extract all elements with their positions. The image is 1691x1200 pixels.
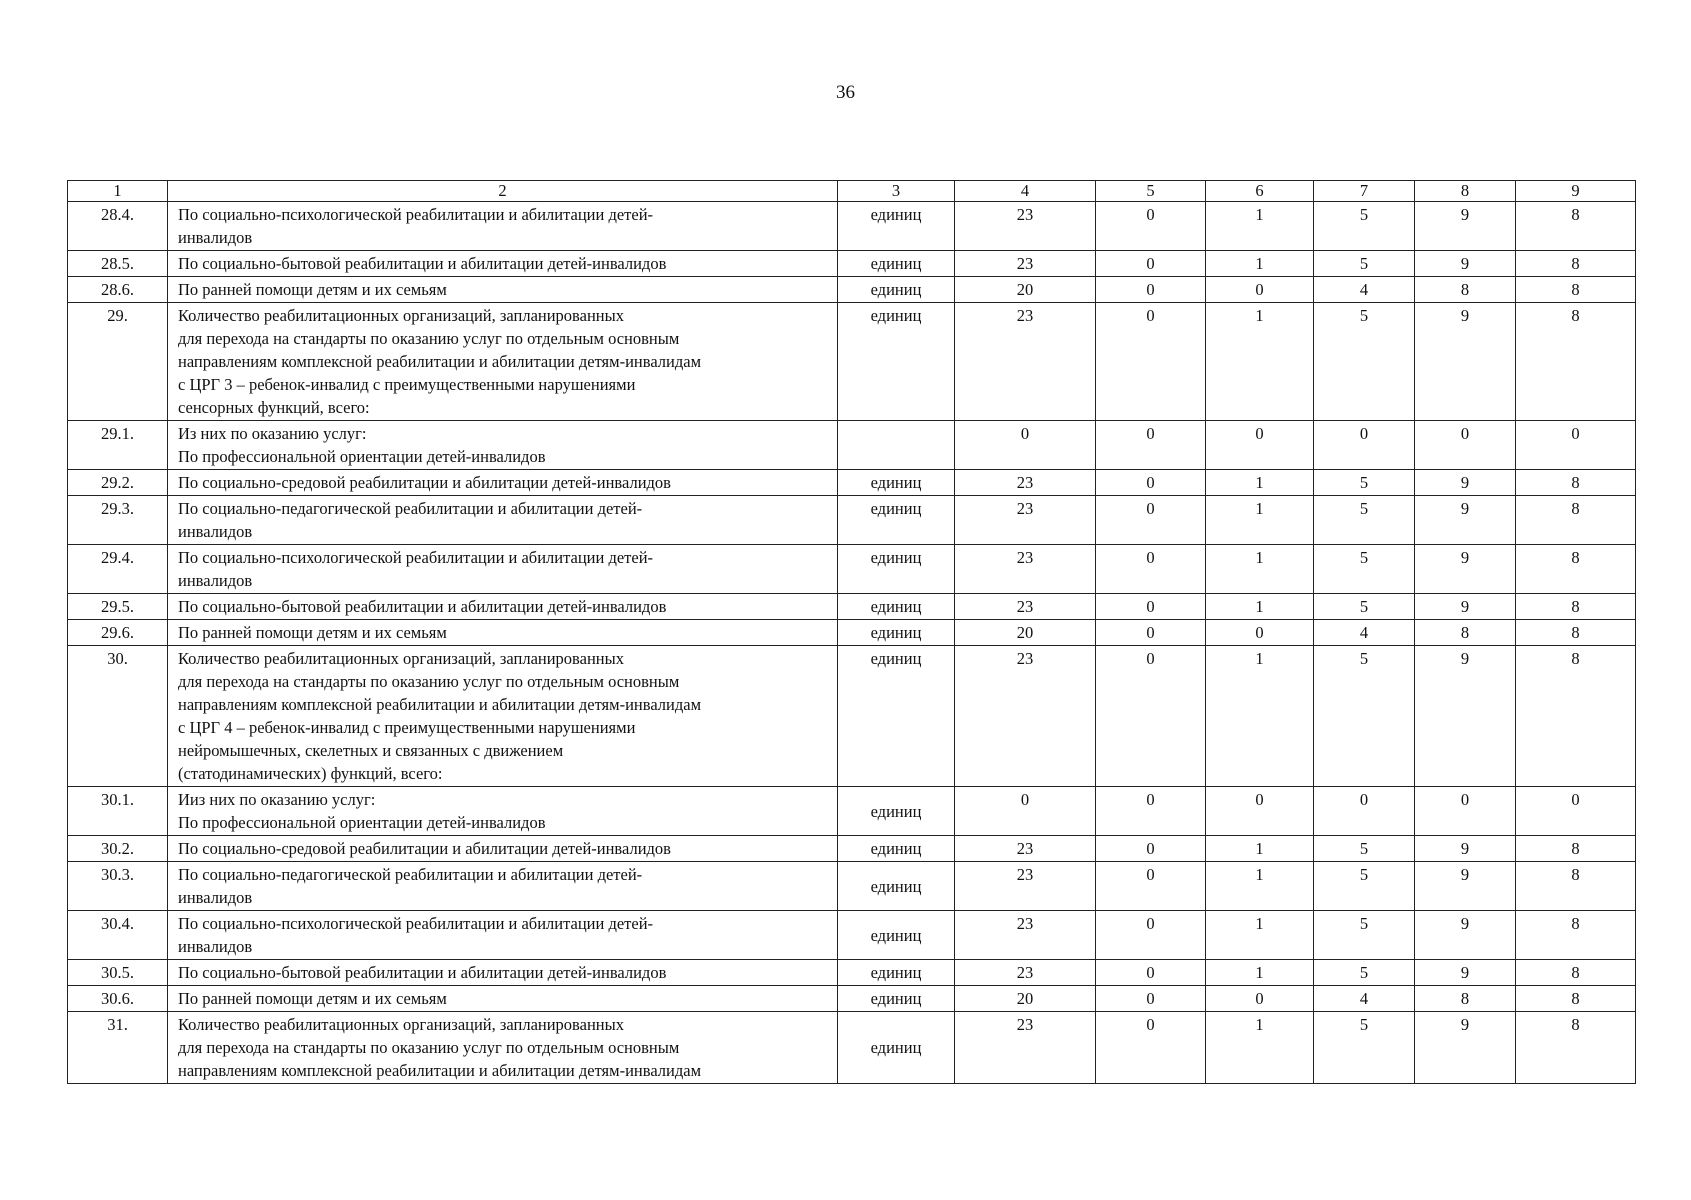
description-line: По социально-средовой реабилитации и абилитации детей-инвалидов <box>178 473 671 492</box>
table-row <box>68 421 1636 470</box>
unit-of-measure: единиц <box>838 496 955 545</box>
description-line: для перехода на стандарты по оказанию услуг по отдельным основным <box>178 1038 680 1057</box>
unit-of-measure: единиц <box>838 303 955 421</box>
description-line: По ранней помощи детям и их семьям <box>178 623 447 642</box>
value-cell: 1 <box>1206 496 1314 545</box>
row-number: 30.6. <box>68 986 168 1012</box>
value-cell: 0 <box>1415 787 1516 836</box>
description-line: По социально-педагогической реабилитации и абилитации детей- <box>178 865 643 884</box>
description-line: для перехода на стандарты по оказанию услуг по отдельным основным <box>178 329 680 348</box>
description-line: Ииз них по оказанию услуг: <box>178 790 376 809</box>
unit-of-measure: единиц <box>838 470 955 496</box>
page-number: 36 <box>836 82 855 103</box>
value-cell: 8 <box>1516 836 1636 862</box>
value-cell: 1 <box>1206 202 1314 251</box>
column-number: 6 <box>1206 181 1314 202</box>
indicator-description <box>168 986 838 1012</box>
row-number: 29. <box>68 303 168 421</box>
value-cell: 8 <box>1516 594 1636 620</box>
table-row <box>68 277 1636 303</box>
table-row <box>68 787 1636 836</box>
unit-of-measure: единиц <box>838 1012 955 1084</box>
description-line: инвалидов <box>178 888 253 907</box>
value-cell: 0 <box>1516 421 1636 470</box>
description-line: По социально-психологической реабилитации и абилитации детей- <box>178 205 654 224</box>
unit-of-measure: единиц <box>838 986 955 1012</box>
value-cell: 23 <box>955 836 1096 862</box>
unit-of-measure: единиц <box>838 620 955 646</box>
value-cell: 8 <box>1415 620 1516 646</box>
value-cell: 5 <box>1314 202 1415 251</box>
description-line: инвалидов <box>178 937 253 956</box>
value-cell: 0 <box>955 421 1096 470</box>
description-line: направлениям комплексной реабилитации и абилитации детям-инвалидам <box>178 352 702 371</box>
value-cell: 0 <box>1096 911 1206 960</box>
unit-of-measure: единиц <box>838 787 955 836</box>
value-cell: 0 <box>1096 787 1206 836</box>
value-cell: 20 <box>955 986 1096 1012</box>
value-cell: 9 <box>1415 960 1516 986</box>
row-number: 30.1. <box>68 787 168 836</box>
value-cell: 8 <box>1516 986 1636 1012</box>
description-line: Количество реабилитационных организаций, запланированных <box>178 1015 624 1034</box>
indicator-description <box>168 911 838 960</box>
description-line: По социально-педагогической реабилитации и абилитации детей- <box>178 499 643 518</box>
value-cell: 0 <box>955 787 1096 836</box>
value-cell: 0 <box>1314 421 1415 470</box>
table-row <box>68 202 1636 251</box>
description-line: По социально-средовой реабилитации и абилитации детей-инвалидов <box>178 839 671 858</box>
value-cell: 9 <box>1415 470 1516 496</box>
value-cell: 0 <box>1206 986 1314 1012</box>
value-cell: 0 <box>1096 545 1206 594</box>
column-number: 7 <box>1314 181 1415 202</box>
value-cell: 4 <box>1314 277 1415 303</box>
table-row <box>68 960 1636 986</box>
value-cell: 0 <box>1096 303 1206 421</box>
value-cell: 23 <box>955 496 1096 545</box>
value-cell: 0 <box>1096 421 1206 470</box>
value-cell: 9 <box>1415 836 1516 862</box>
row-number: 29.4. <box>68 545 168 594</box>
value-cell: 8 <box>1516 620 1636 646</box>
unit-of-measure <box>838 421 955 470</box>
row-number: 29.2. <box>68 470 168 496</box>
column-number: 8 <box>1415 181 1516 202</box>
value-cell: 8 <box>1415 277 1516 303</box>
table-row <box>68 620 1636 646</box>
value-cell: 9 <box>1415 911 1516 960</box>
unit-of-measure: единиц <box>838 836 955 862</box>
value-cell: 23 <box>955 202 1096 251</box>
value-cell: 23 <box>955 1012 1096 1084</box>
value-cell: 0 <box>1096 470 1206 496</box>
value-cell: 23 <box>955 545 1096 594</box>
value-cell: 5 <box>1314 862 1415 911</box>
table-body <box>68 181 1636 1084</box>
table-row <box>68 251 1636 277</box>
indicator-description <box>168 862 838 911</box>
value-cell: 23 <box>955 911 1096 960</box>
description-line: Количество реабилитационных организаций, запланированных <box>178 649 624 668</box>
value-cell: 5 <box>1314 646 1415 787</box>
value-cell: 9 <box>1415 251 1516 277</box>
column-number: 2 <box>168 181 838 202</box>
row-number: 28.5. <box>68 251 168 277</box>
value-cell: 1 <box>1206 1012 1314 1084</box>
description-line: для перехода на стандарты по оказанию услуг по отдельным основным <box>178 672 680 691</box>
description-line: инвалидов <box>178 571 253 590</box>
value-cell: 5 <box>1314 470 1415 496</box>
value-cell: 5 <box>1314 594 1415 620</box>
unit-of-measure: единиц <box>838 277 955 303</box>
value-cell: 4 <box>1314 986 1415 1012</box>
row-number: 30.3. <box>68 862 168 911</box>
row-number: 29.1. <box>68 421 168 470</box>
value-cell: 23 <box>955 646 1096 787</box>
indicator-description <box>168 594 838 620</box>
description-line: По профессиональной ориентации детей-инвалидов <box>178 447 546 466</box>
value-cell: 1 <box>1206 960 1314 986</box>
unit-of-measure: единиц <box>838 960 955 986</box>
indicator-description <box>168 787 838 836</box>
indicator-description <box>168 202 838 251</box>
value-cell: 5 <box>1314 960 1415 986</box>
value-cell: 1 <box>1206 646 1314 787</box>
indicator-description <box>168 960 838 986</box>
indicator-description <box>168 277 838 303</box>
value-cell: 5 <box>1314 1012 1415 1084</box>
value-cell: 0 <box>1314 787 1415 836</box>
column-number: 5 <box>1096 181 1206 202</box>
column-number: 3 <box>838 181 955 202</box>
indicator-description <box>168 470 838 496</box>
description-line: с ЦРГ 4 – ребенок-инвалид с преимущественными нарушениями <box>178 718 636 737</box>
indicator-description <box>168 1012 838 1084</box>
row-number: 28.6. <box>68 277 168 303</box>
value-cell: 20 <box>955 277 1096 303</box>
description-line: направлениям комплексной реабилитации и абилитации детям-инвалидам <box>178 1061 702 1080</box>
value-cell: 1 <box>1206 594 1314 620</box>
description-line: По социально-бытовой реабилитации и абилитации детей-инвалидов <box>178 254 667 273</box>
description-line: По социально-психологической реабилитации и абилитации детей- <box>178 548 654 567</box>
row-number: 30.4. <box>68 911 168 960</box>
description-line: инвалидов <box>178 228 253 247</box>
value-cell: 0 <box>1096 960 1206 986</box>
value-cell: 8 <box>1415 986 1516 1012</box>
value-cell: 0 <box>1206 620 1314 646</box>
row-number: 29.6. <box>68 620 168 646</box>
indicator-description <box>168 496 838 545</box>
value-cell: 8 <box>1516 202 1636 251</box>
unit-of-measure: единиц <box>838 862 955 911</box>
table-row <box>68 646 1636 787</box>
description-line: По профессиональной ориентации детей-инвалидов <box>178 813 546 832</box>
value-cell: 8 <box>1516 303 1636 421</box>
value-cell: 0 <box>1415 421 1516 470</box>
table-row <box>68 986 1636 1012</box>
value-cell: 0 <box>1206 277 1314 303</box>
column-number: 4 <box>955 181 1096 202</box>
value-cell: 23 <box>955 251 1096 277</box>
value-cell: 1 <box>1206 251 1314 277</box>
value-cell: 23 <box>955 594 1096 620</box>
indicator-table <box>67 180 1636 1084</box>
value-cell: 23 <box>955 862 1096 911</box>
value-cell: 5 <box>1314 251 1415 277</box>
value-cell: 1 <box>1206 545 1314 594</box>
description-line: По социально-бытовой реабилитации и абилитации детей-инвалидов <box>178 963 667 982</box>
indicator-description <box>168 421 838 470</box>
value-cell: 9 <box>1415 1012 1516 1084</box>
value-cell: 0 <box>1096 202 1206 251</box>
value-cell: 5 <box>1314 496 1415 545</box>
column-number: 1 <box>68 181 168 202</box>
value-cell: 9 <box>1415 496 1516 545</box>
column-number-row <box>68 181 1636 202</box>
description-line: По социально-бытовой реабилитации и абилитации детей-инвалидов <box>178 597 667 616</box>
value-cell: 8 <box>1516 911 1636 960</box>
description-line: направлениям комплексной реабилитации и абилитации детям-инвалидам <box>178 695 702 714</box>
value-cell: 5 <box>1314 545 1415 594</box>
value-cell: 9 <box>1415 303 1516 421</box>
unit-of-measure: единиц <box>838 911 955 960</box>
indicator-description <box>168 836 838 862</box>
value-cell: 0 <box>1096 620 1206 646</box>
value-cell: 8 <box>1516 862 1636 911</box>
indicator-description <box>168 303 838 421</box>
description-line: Из них по оказанию услуг: <box>178 424 367 443</box>
value-cell: 8 <box>1516 496 1636 545</box>
table-row <box>68 862 1636 911</box>
value-cell: 0 <box>1096 836 1206 862</box>
value-cell: 0 <box>1516 787 1636 836</box>
table-row <box>68 470 1636 496</box>
column-number: 9 <box>1516 181 1636 202</box>
table-row <box>68 911 1636 960</box>
value-cell: 1 <box>1206 911 1314 960</box>
value-cell: 8 <box>1516 545 1636 594</box>
value-cell: 1 <box>1206 862 1314 911</box>
value-cell: 1 <box>1206 836 1314 862</box>
description-line: По ранней помощи детям и их семьям <box>178 280 447 299</box>
value-cell: 9 <box>1415 594 1516 620</box>
value-cell: 4 <box>1314 620 1415 646</box>
value-cell: 0 <box>1096 1012 1206 1084</box>
row-number: 28.4. <box>68 202 168 251</box>
value-cell: 8 <box>1516 277 1636 303</box>
description-line: сенсорных функций, всего: <box>178 398 370 417</box>
row-number: 29.3. <box>68 496 168 545</box>
table-row <box>68 545 1636 594</box>
row-number: 30.5. <box>68 960 168 986</box>
table-row <box>68 496 1636 545</box>
value-cell: 0 <box>1096 251 1206 277</box>
value-cell: 0 <box>1096 277 1206 303</box>
row-number: 29.5. <box>68 594 168 620</box>
value-cell: 5 <box>1314 911 1415 960</box>
row-number: 30.2. <box>68 836 168 862</box>
value-cell: 0 <box>1096 496 1206 545</box>
value-cell: 20 <box>955 620 1096 646</box>
value-cell: 8 <box>1516 960 1636 986</box>
table-row <box>68 594 1636 620</box>
description-line: нейромышечных, скелетных и связанных с движением <box>178 741 564 760</box>
value-cell: 9 <box>1415 646 1516 787</box>
description-line: По социально-психологической реабилитации и абилитации детей- <box>178 914 654 933</box>
value-cell: 1 <box>1206 303 1314 421</box>
value-cell: 23 <box>955 470 1096 496</box>
value-cell: 0 <box>1096 862 1206 911</box>
description-line: По ранней помощи детям и их семьям <box>178 989 447 1008</box>
value-cell: 5 <box>1314 303 1415 421</box>
description-line: инвалидов <box>178 522 253 541</box>
value-cell: 8 <box>1516 470 1636 496</box>
unit-of-measure: единиц <box>838 251 955 277</box>
indicator-description <box>168 646 838 787</box>
value-cell: 9 <box>1415 202 1516 251</box>
table-row <box>68 836 1636 862</box>
row-number: 30. <box>68 646 168 787</box>
value-cell: 0 <box>1206 787 1314 836</box>
indicator-description <box>168 620 838 646</box>
unit-of-measure: единиц <box>838 646 955 787</box>
value-cell: 9 <box>1415 862 1516 911</box>
value-cell: 0 <box>1096 986 1206 1012</box>
unit-of-measure: единиц <box>838 594 955 620</box>
value-cell: 5 <box>1314 836 1415 862</box>
table-row <box>68 303 1636 421</box>
value-cell: 0 <box>1096 646 1206 787</box>
unit-of-measure: единиц <box>838 202 955 251</box>
value-cell: 8 <box>1516 646 1636 787</box>
description-line: (статодинамических) функций, всего: <box>178 764 443 783</box>
indicator-description <box>168 251 838 277</box>
value-cell: 8 <box>1516 251 1636 277</box>
value-cell: 8 <box>1516 1012 1636 1084</box>
value-cell: 23 <box>955 303 1096 421</box>
description-line: с ЦРГ 3 – ребенок-инвалид с преимущественными нарушениями <box>178 375 636 394</box>
description-line: Количество реабилитационных организаций, запланированных <box>178 306 624 325</box>
value-cell: 0 <box>1096 594 1206 620</box>
table-row <box>68 1012 1636 1084</box>
value-cell: 1 <box>1206 470 1314 496</box>
unit-of-measure: единиц <box>838 545 955 594</box>
row-number: 31. <box>68 1012 168 1084</box>
value-cell: 23 <box>955 960 1096 986</box>
value-cell: 9 <box>1415 545 1516 594</box>
indicator-description <box>168 545 838 594</box>
value-cell: 0 <box>1206 421 1314 470</box>
